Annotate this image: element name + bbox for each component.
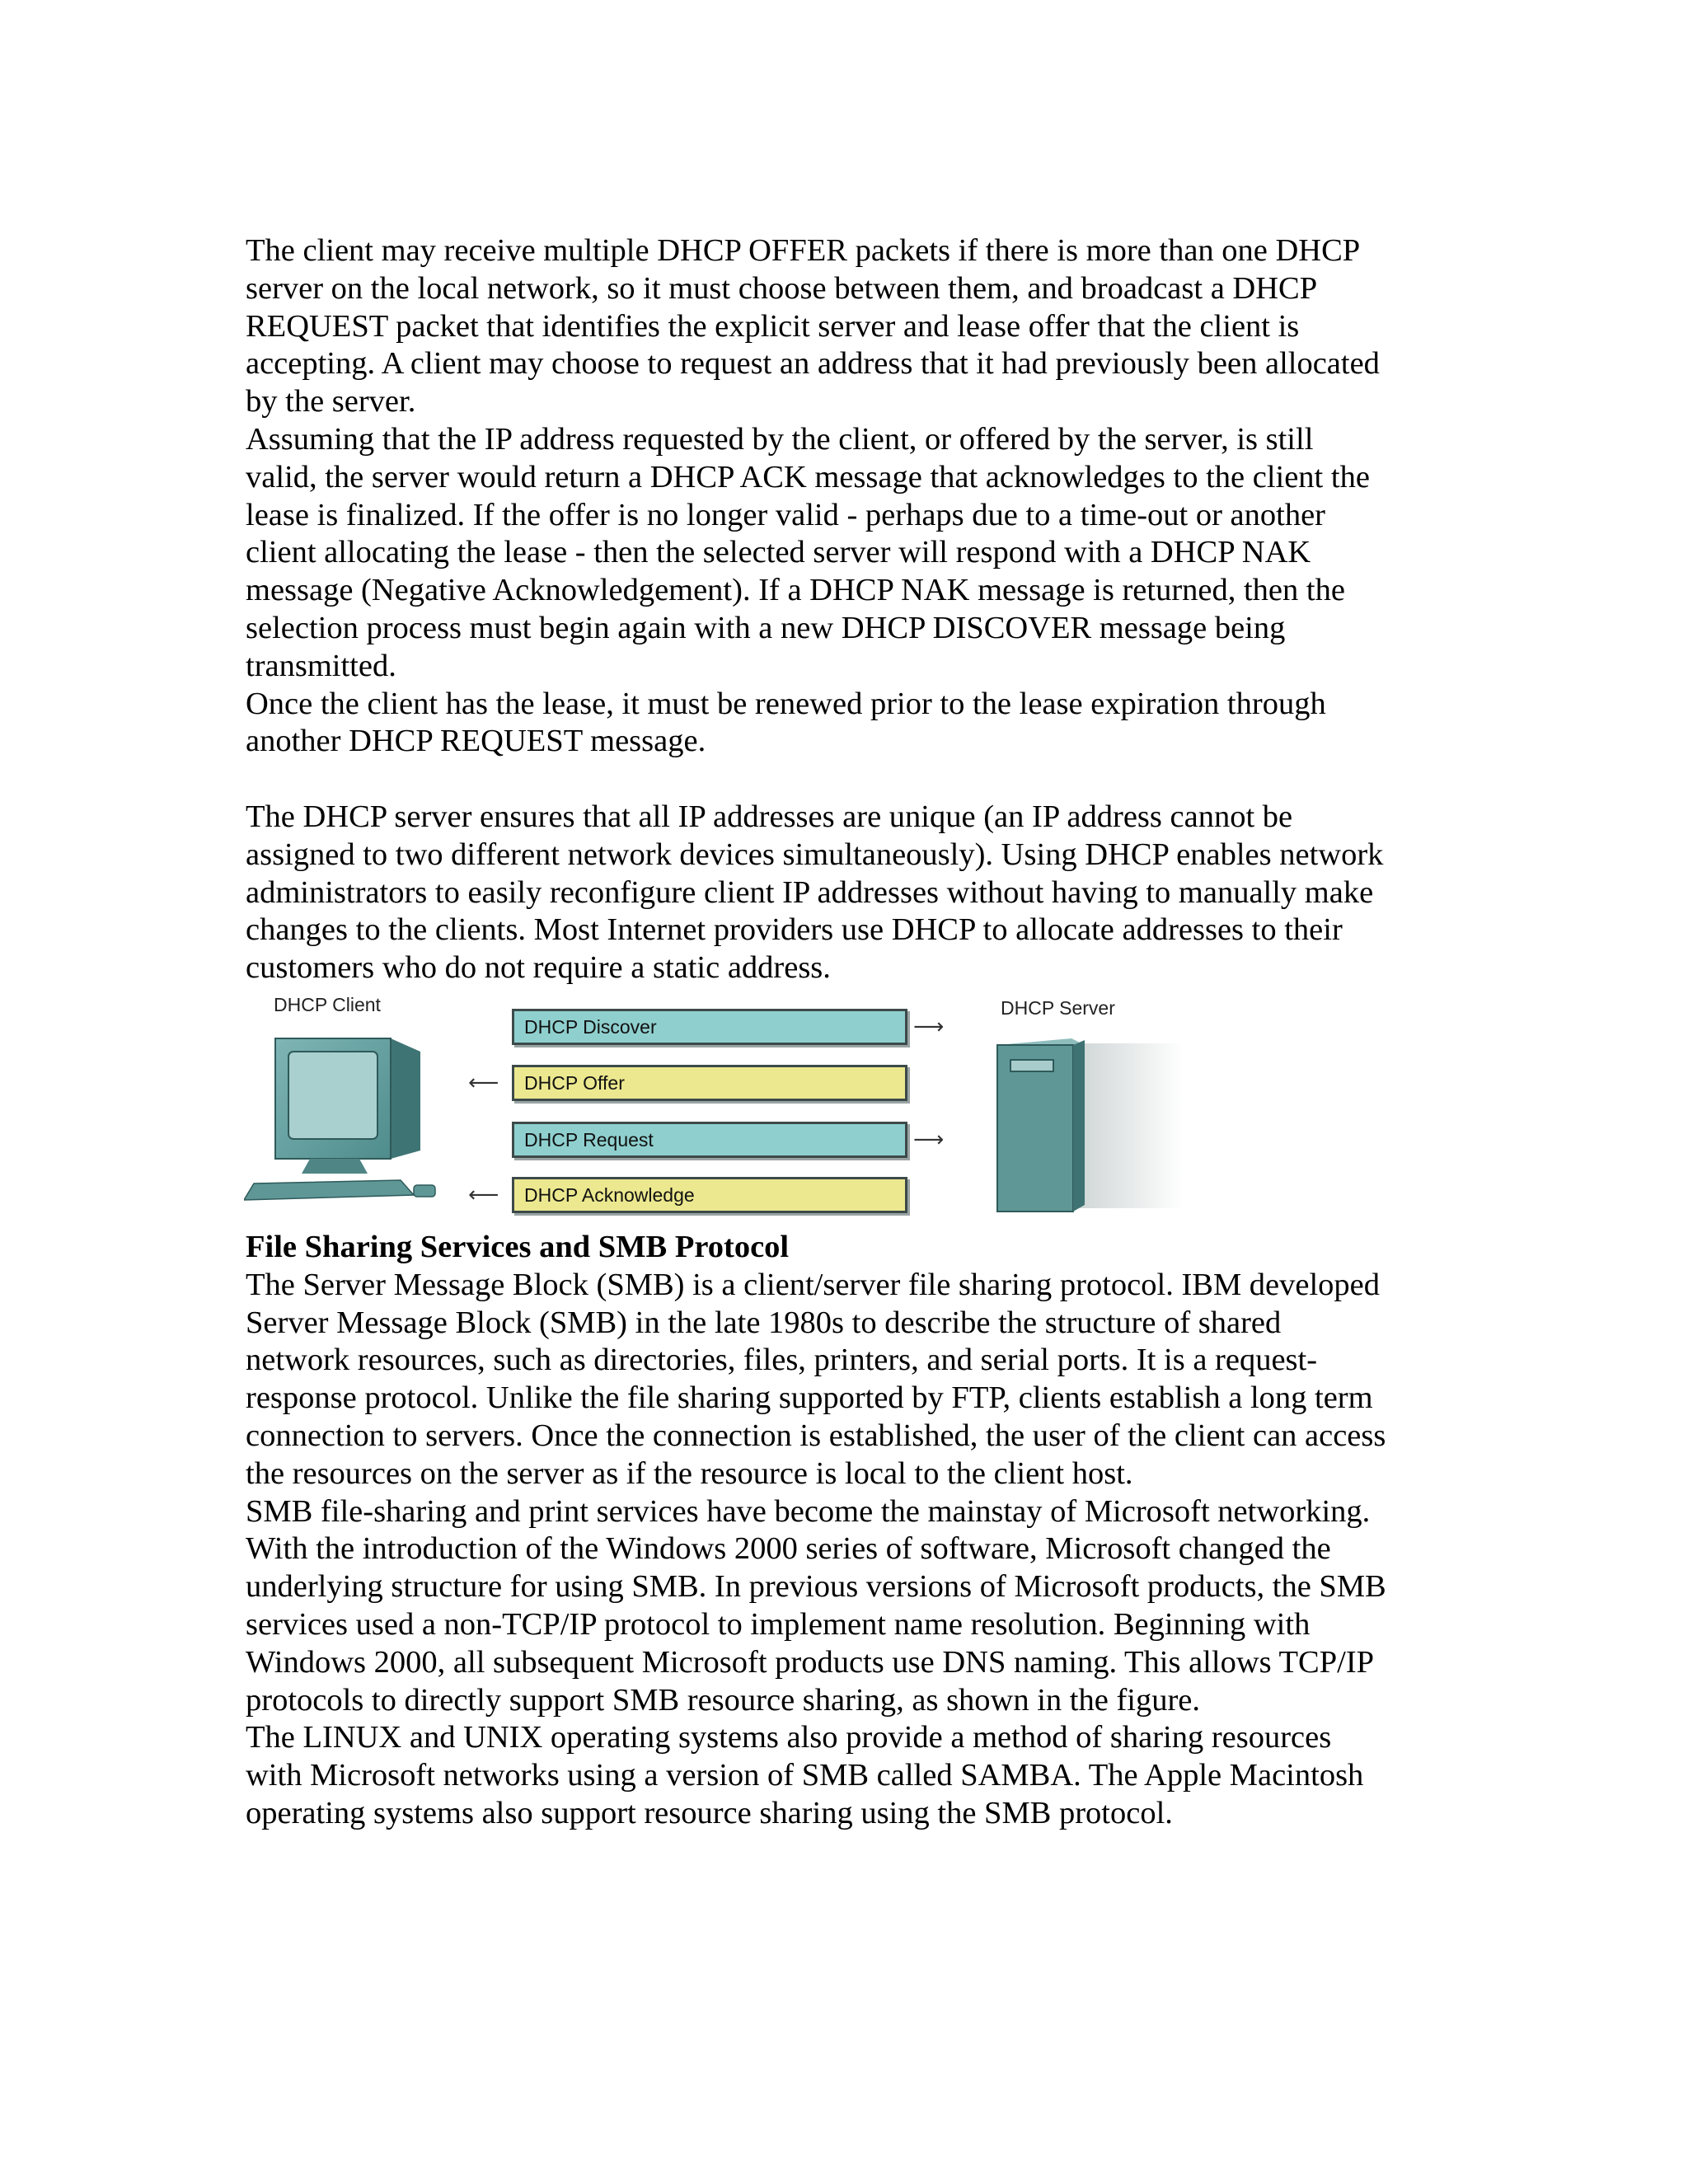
section-heading: File Sharing Services and SMB Protocol bbox=[246, 1229, 790, 1264]
client-label: DHCP Client bbox=[274, 993, 381, 1015]
message-dhcp-acknowledge: DHCP Acknowledge bbox=[512, 1177, 907, 1213]
paragraph-dhcp-offer: The client may receive multiple DHCP OFFER packets if there is more than one DHCP server on the local network, so it must choose between them, and broadcast a DHCP REQUEST packet that identifies the explicit server and lease offer that the client is accepting. A client may choose to request an address that it had previously been allocated by the server. bbox=[246, 233, 1380, 419]
paragraph-dhcp-ack: Assuming that the IP address requested by the client, or offered by the server, is still valid, the server would return a DHCP ACK message that acknowledges to the client the lease is finalized. If the offer is no longer valid - perhaps due to a time-out or another client allocating the lease - then the selected server will respond with a DHCP NAK message (Negative Acknowledgement). If a DHCP NAK message is returned, then the selection process must begin again with a new DHCP DISCOVER message being transmitted. bbox=[246, 421, 1370, 683]
document-page bbox=[246, 232, 1441, 1833]
paragraph-dhcp-unique: The DHCP server ensures that all IP addresses are unique (an IP address cannot be assigned to two different network devices simultaneously). Using DHCP enables network administrators to easily reconfigure client IP addresses without having to manually make changes to the clients. Most Internet providers use DHCP to allocate addresses to their customers who do not require a static address. bbox=[246, 799, 1384, 986]
server-label: DHCP Server bbox=[1001, 996, 1115, 1019]
arrow-right-icon: ⟶ bbox=[913, 1127, 945, 1152]
server-tower-icon bbox=[986, 1027, 1184, 1225]
arrow-left-icon: ⟵ bbox=[468, 1182, 499, 1207]
message-dhcp-request: DHCP Request bbox=[512, 1122, 907, 1158]
paragraph-smb-intro: The Server Message Block (SMB) is a client/server file sharing protocol. IBM developed Server Message Block (SMB) in the late 1980s to describe the structure of shared network resources, such as directories, files, printers, and serial ports. It is a request- response protocol. Unlike the file sharing supported by FTP, clients establish a long term connection to servers. Once the connection is established, the user of the client can access the resources on the server as if the resource is local to the client host. bbox=[246, 1267, 1386, 1491]
arrow-right-icon: ⟶ bbox=[913, 1014, 945, 1039]
paragraph-gap bbox=[246, 761, 1441, 799]
dhcp-exchange-diagram bbox=[244, 994, 1192, 1229]
arrow-left-icon: ⟵ bbox=[468, 1070, 499, 1095]
paragraph-lease-renewal: Once the client has the lease, it must be renewed prior to the lease expiration through another DHCP REQUEST message. bbox=[246, 686, 1326, 759]
paragraph-smb-microsoft: SMB file-sharing and print services have become the mainstay of Microsoft networking. With the introduction of the Windows 2000 series of software, Microsoft changed the underlying structure for using SMB. In previous versions of Microsoft products, the SMB services used a non-TCP/IP protocol to implement name resolution. Beginning with Windows 2000, all subsequent Microsoft products use DNS naming. This allows TCP/IP protocols to directly support SMB resource sharing, as shown in the figure. bbox=[246, 1493, 1386, 1718]
message-dhcp-discover: DHCP Discover bbox=[512, 1009, 907, 1045]
message-dhcp-offer: DHCP Offer bbox=[512, 1065, 907, 1101]
client-computer-icon bbox=[244, 1027, 450, 1208]
paragraph-smb-samba: The LINUX and UNIX operating systems also provide a method of sharing resources with Microsoft networks using a version of SMB called SAMBA. The Apple Macintosh operating systems also support resource sharing using the SMB protocol. bbox=[246, 1720, 1364, 1830]
